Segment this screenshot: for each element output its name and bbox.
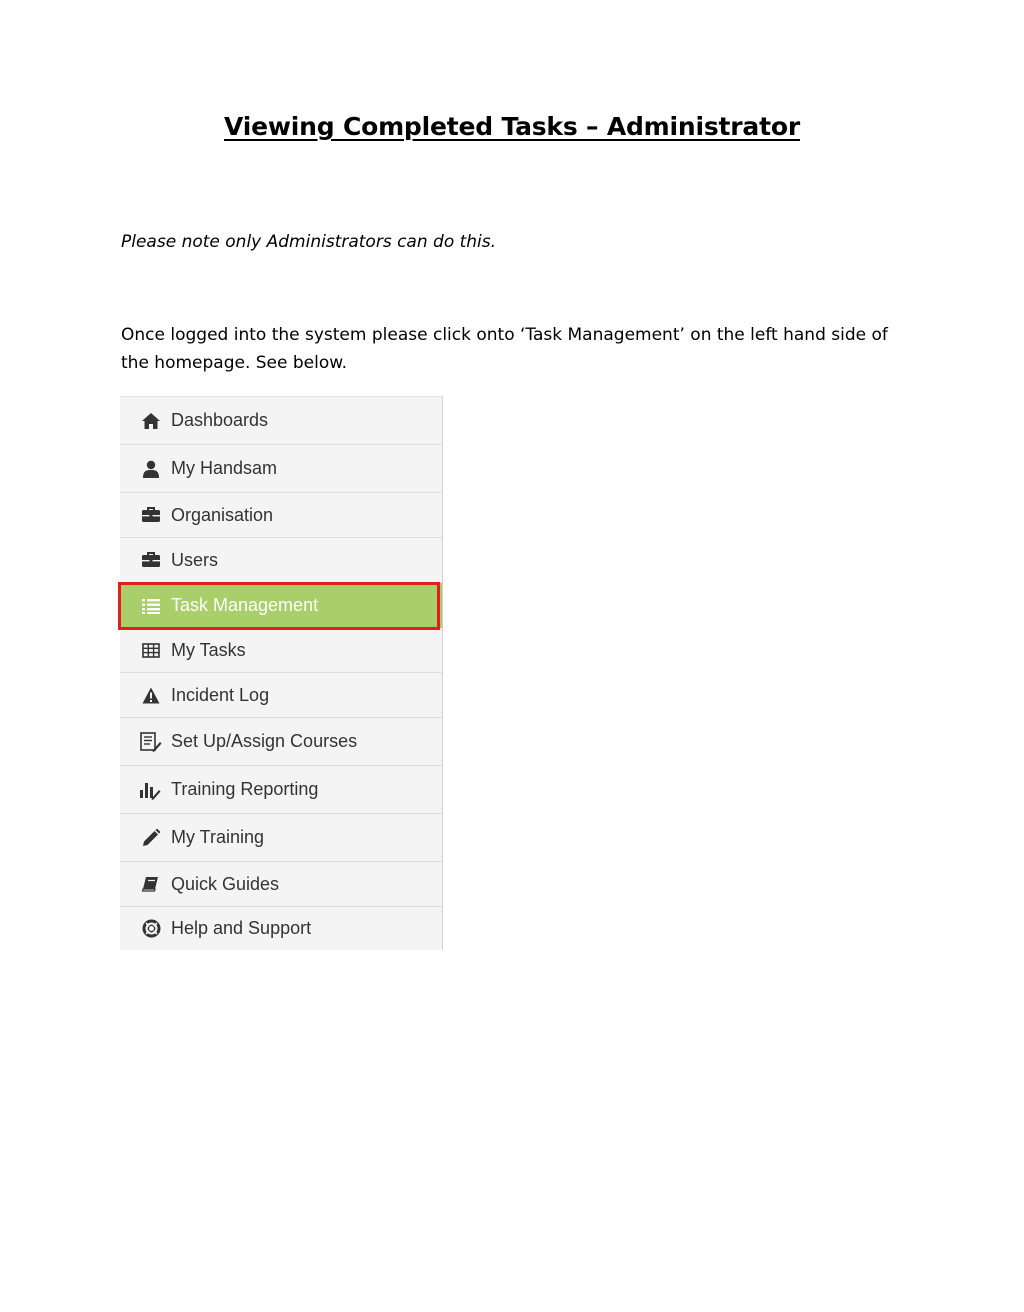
nav-item-my-handsam[interactable] (120, 445, 442, 493)
nav-item-label: Organisation (171, 504, 274, 525)
book-icon (140, 873, 162, 895)
nav-item-label: Incident Log (171, 684, 270, 705)
nav-item-quick-guides[interactable] (120, 862, 442, 907)
pencil-icon (140, 827, 162, 849)
list-icon (140, 595, 162, 617)
nav-item-training-reporting[interactable] (120, 766, 442, 814)
nav-item-help-and-support[interactable] (120, 907, 442, 949)
user-icon (140, 458, 162, 480)
nav-item-label: My Handsam (171, 458, 278, 478)
nav-item-set-up-assign-courses[interactable] (120, 718, 442, 766)
bar-chart-icon (140, 779, 162, 801)
edit-document-icon (140, 731, 162, 753)
nav-item-my-tasks[interactable] (120, 628, 442, 673)
nav-item-users[interactable] (120, 538, 442, 583)
nav-item-label: Training Reporting (171, 779, 319, 799)
nav-item-my-training[interactable] (120, 814, 442, 862)
nav-item-label: Dashboards (171, 410, 269, 430)
nav-item-task-management[interactable] (120, 583, 442, 628)
nav-item-organisation[interactable] (120, 493, 442, 538)
nav-item-label: Task Management (171, 595, 319, 615)
document-title: Viewing Completed Tasks – Administrator (224, 112, 800, 141)
nav-item-label: Quick Guides (171, 873, 280, 894)
navigation-menu-screenshot (120, 396, 443, 950)
nav-item-label: Set Up/Assign Courses (171, 731, 358, 751)
instruction-paragraph: Once logged into the system please click onto ‘Task Management’ on the left hand side of the homepage. See below. (121, 325, 888, 373)
nav-item-label: Help and Support (171, 917, 312, 938)
home-icon (140, 410, 162, 432)
table-icon (140, 639, 162, 661)
lifebuoy-icon (140, 917, 162, 939)
nav-item-label: Users (171, 549, 219, 570)
nav-item-label: My Training (171, 827, 265, 847)
nav-item-label: My Tasks (171, 639, 246, 660)
briefcase-icon (140, 504, 162, 526)
nav-item-dashboards[interactable] (120, 397, 442, 445)
warning-icon (140, 684, 162, 706)
briefcase-icon (140, 549, 162, 571)
admin-note: Please note only Administrators can do this. (121, 232, 497, 252)
nav-item-incident-log[interactable] (120, 673, 442, 718)
